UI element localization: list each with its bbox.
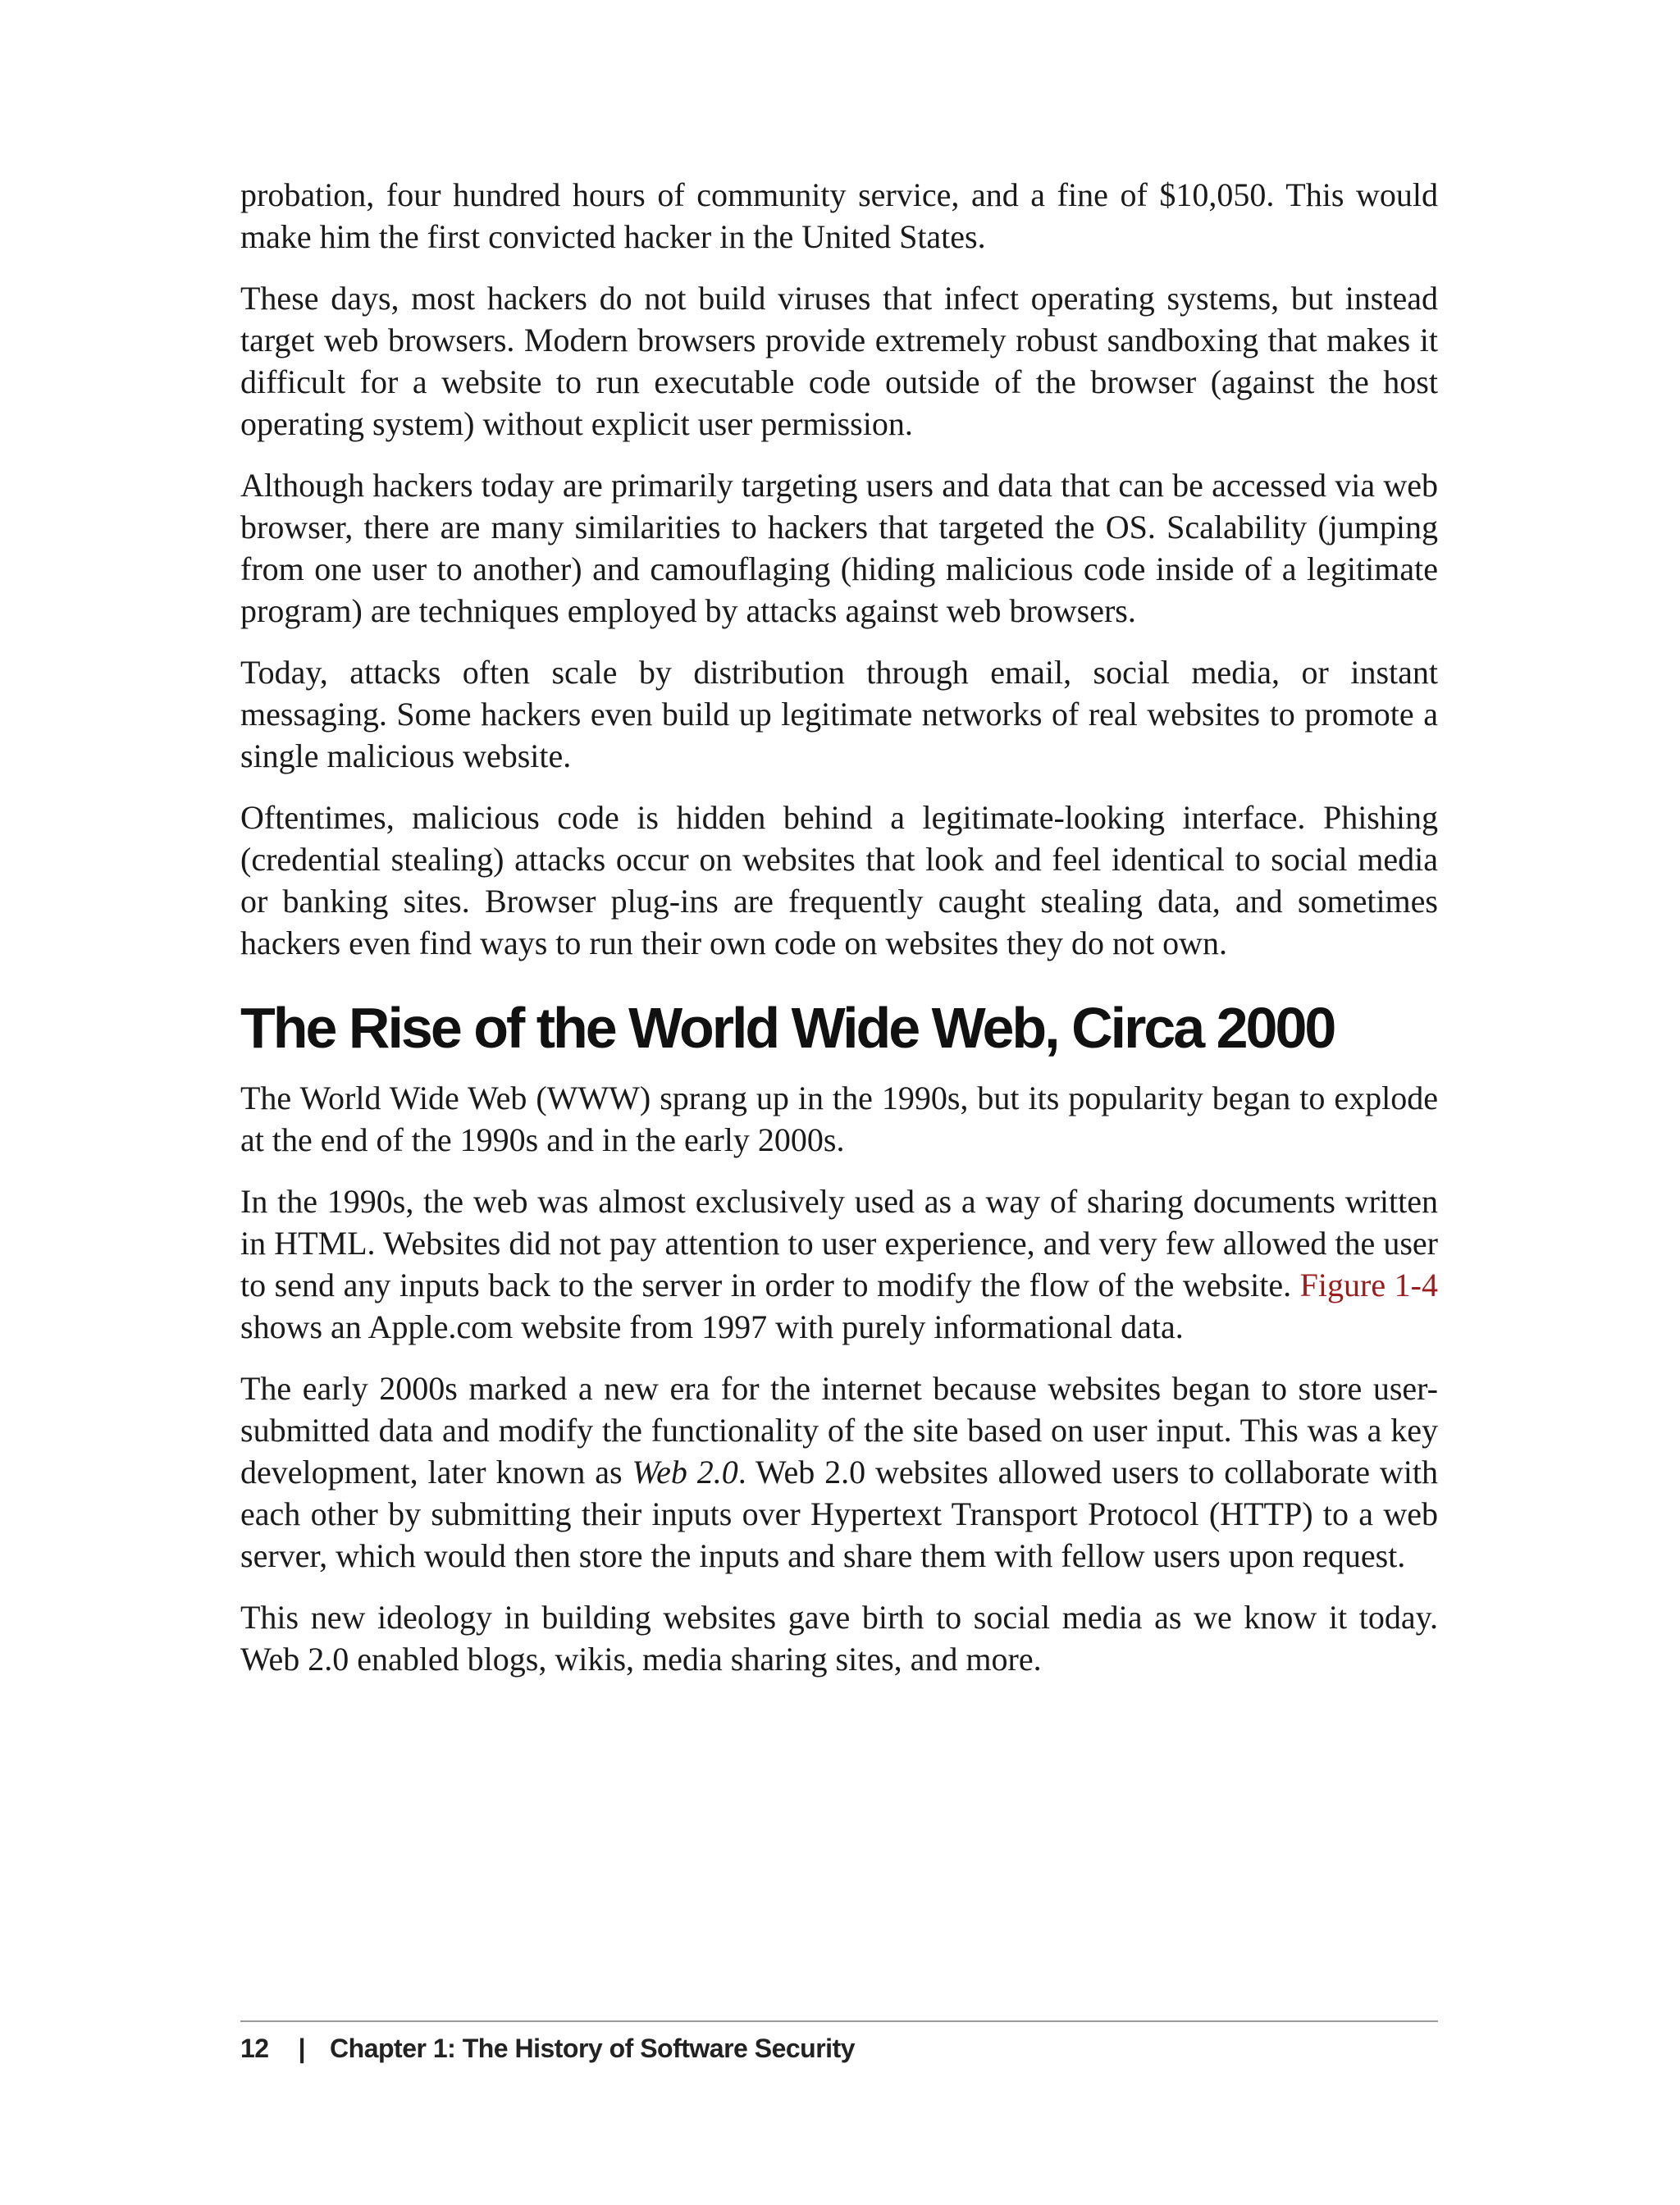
paragraph-probation: probation, four hundred hours of community service, and a fine of $10,050. This would make him the first convicted hacker in the United States. xyxy=(240,176,1438,255)
figure-1-4-link[interactable]: Figure 1-4 xyxy=(1299,1267,1438,1303)
paragraph-web2 xyxy=(240,1367,1438,1577)
paragraph-1990s-text-end: shows an Apple.com website from 1997 with purely informational data. xyxy=(240,1308,1184,1345)
paragraph-phishing: Oftentimes, malicious code is hidden behind a legitimate-looking interface. Phishing (credential stealing) attacks occur on websites that look and feel identical to social media or banking sites. Browser plug-ins are frequently caught stealing data, and sometimes hackers even find ways to run their own code on websites they do not own. xyxy=(240,799,1438,961)
paragraph-web2-text-start: The early 2000s marked a new era for the internet because websites began to store user-submitted data and modify the functionality of the site based on user input. This was a key development, later known as xyxy=(240,1370,1438,1491)
page-number: 12 xyxy=(240,2034,269,2063)
paragraph-www: The World Wide Web (WWW) sprang up in the 1990s, but its popularity began to explode at the end of the 1990s and in the early 2000s. xyxy=(240,1080,1438,1158)
paragraph-scale: Today, attacks often scale by distribution through email, social media, or instant messaging. Some hackers even build up legitimate networks of real websites to promote a single malicious website. xyxy=(240,654,1438,774)
footer-divider xyxy=(240,2020,1438,2022)
paragraph-1990s-text-start: In the 1990s, the web was almost exclusively used as a way of sharing documents written in HTML. Websites did not pay attention to user experience, and very few allowed the user to send any inputs back to the server in order to modify the flow of the website. xyxy=(240,1183,1438,1303)
web2-term: Web 2.0 xyxy=(632,1454,738,1491)
paragraph-similarities: Although hackers today are primarily targeting users and data that can be accessed via web browser, there are many similarities to hackers that targeted the OS. Scalability (jumping from one user to another) and camouflaging (hiding malicious code inside of a legitimate program) are techniques employed by attacks against web browsers. xyxy=(240,467,1438,629)
paragraph-ideology: This new ideology in building websites gave birth to social media as we know it today. Web 2.0 enabled blogs, wikis, media sharing sites, and more. xyxy=(240,1599,1438,1678)
paragraph-browsers: These days, most hackers do not build viruses that infect operating systems, but instead target web browsers. Modern browsers provide extremely robust sandboxing that makes it difficult for a website to run executable code outside of the browser (against the host operating system) without explicit user permission. xyxy=(240,280,1438,442)
paragraph-web2-text-end: . Web 2.0 websites allowed users to collaborate with each other by submitting their inputs over Hypertext Transport Protocol (HTTP) to a web server, which would then store the inputs and share them with fellow users upon request. xyxy=(240,1454,1438,1574)
footer-separator: | xyxy=(298,2034,306,2063)
section-heading: The Rise of the World Wide Web, Circa 2000 xyxy=(240,996,1335,1060)
chapter-title: Chapter 1: The History of Software Security xyxy=(330,2034,856,2063)
paragraph-1990s xyxy=(240,1180,1438,1348)
page-body xyxy=(240,174,1438,1700)
page-footer xyxy=(240,2030,855,2066)
